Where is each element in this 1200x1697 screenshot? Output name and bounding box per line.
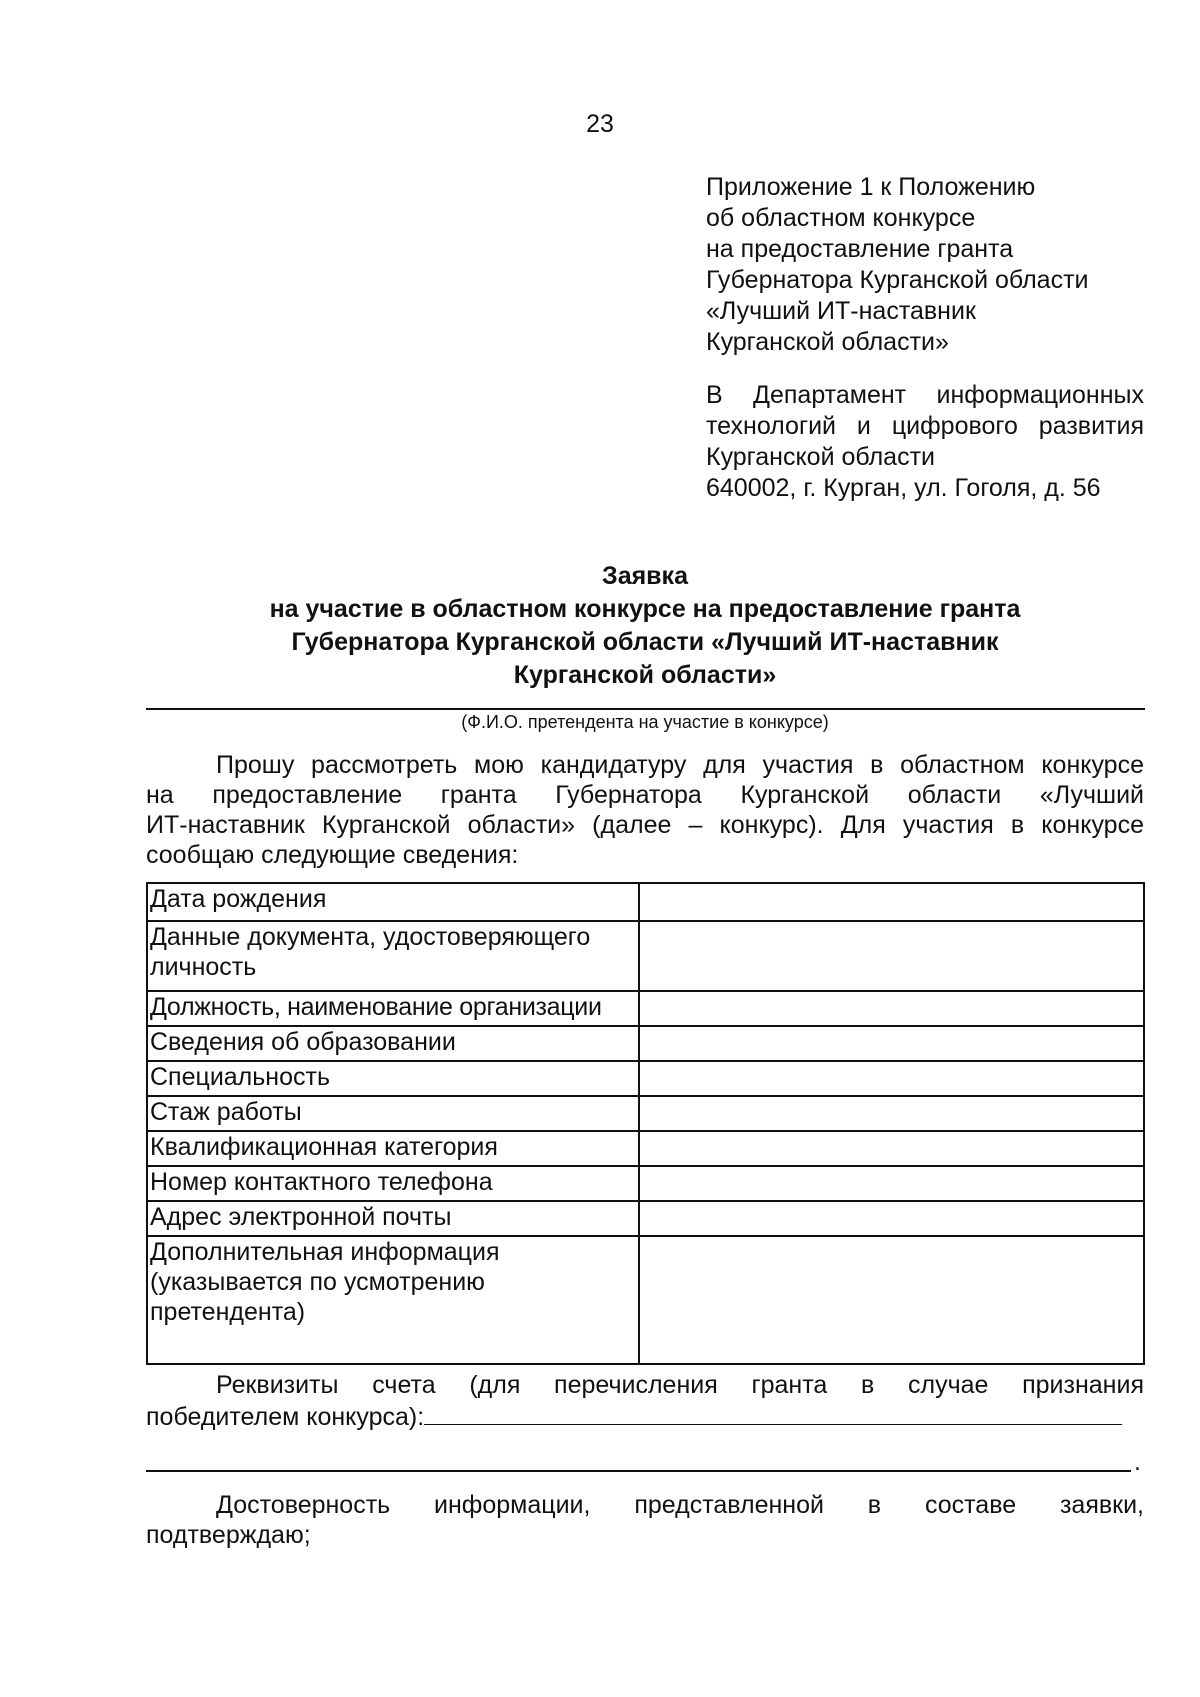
applicant-info-table [146, 882, 1145, 1365]
addressee-line: 640002, г. Курган, ул. Гоголя, д. 56 [706, 474, 1101, 502]
addressee-block [706, 380, 1144, 504]
label-line: Дата рождения [150, 885, 327, 913]
label-line: Номер контактного телефона [150, 1168, 493, 1196]
table-row [147, 1166, 1144, 1201]
label-line: Дополнительная информация [150, 1238, 500, 1266]
row-label [147, 991, 639, 1026]
paragraph-line: Прошу рассмотреть мою кандидатуру для участия в областном конкурсе [216, 751, 1144, 779]
paragraph-line: на предоставление гранта Губернатора Курганской области «Лучший [146, 781, 1144, 809]
row-label [147, 1166, 639, 1201]
row-value-cell[interactable] [639, 1131, 1144, 1166]
row-label [147, 921, 639, 991]
page-number: 23 [586, 110, 614, 138]
table-row [147, 1131, 1144, 1166]
appendix-line: Губернатора Курганской области [706, 266, 1089, 294]
label-line: Квалификационная категория [150, 1133, 498, 1161]
title-line: Курганской области» [513, 661, 777, 689]
appendix-line: Курганской области» [706, 328, 949, 356]
row-label [147, 1061, 639, 1096]
row-value-cell[interactable] [639, 1096, 1144, 1131]
title-line: Губернатора Курганской области «Лучший ИТ-наставник [291, 628, 999, 656]
row-label [147, 1201, 639, 1236]
label-line: Адрес электронной почты [150, 1203, 452, 1231]
row-label [147, 1026, 639, 1061]
appendix-line: Приложение 1 к Положению [706, 173, 1036, 201]
paragraph-line: сообщаю следующие сведения: [146, 841, 519, 869]
table-row [147, 883, 1144, 921]
row-value-cell[interactable] [639, 883, 1144, 921]
confirm-line: Достоверность информации, представленной в составе заявки, [216, 1491, 1144, 1519]
row-label [147, 1236, 639, 1364]
label-line: Специальность [150, 1063, 330, 1091]
label-line: (указывается по усмотрению [150, 1268, 485, 1296]
appendix-reference [706, 172, 1144, 358]
table-row [147, 1236, 1144, 1364]
account-details [146, 1370, 1144, 1432]
title-line: Заявка [602, 562, 688, 590]
document-title [150, 560, 1140, 692]
request-paragraph [146, 750, 1144, 870]
account-field-line[interactable] [424, 1400, 1122, 1425]
label-line: Данные документа, удостоверяющего [150, 923, 591, 951]
label-line: претендента) [150, 1298, 306, 1326]
account-line: Реквизиты счета (для перечисления гранта в случае признания [216, 1371, 1144, 1399]
table-row [147, 1201, 1144, 1236]
end-period: . [1134, 1448, 1141, 1476]
row-label [147, 1096, 639, 1131]
label-line: Должность, наименование организации [150, 993, 602, 1021]
account-line-2 [146, 1400, 1144, 1432]
addressee-line: технологий и цифрового развития [706, 412, 1144, 440]
addressee-line: В Департамент информационных [706, 381, 1144, 409]
fio-field-line[interactable] [146, 708, 1145, 710]
row-value-cell[interactable] [639, 991, 1144, 1026]
appendix-line: на предоставление гранта [706, 235, 1014, 263]
table-row [147, 1096, 1144, 1131]
label-line: Стаж работы [150, 1098, 302, 1126]
account-field-line-2[interactable] [146, 1470, 1131, 1472]
row-value-cell[interactable] [639, 1166, 1144, 1201]
label-line: личность [150, 953, 257, 981]
row-value-cell[interactable] [639, 1201, 1144, 1236]
table-row [147, 991, 1144, 1026]
table-row [147, 1026, 1144, 1061]
paragraph-line: ИТ-наставник Курганской области» (далее – конкурс). Для участия в конкурсе [146, 811, 1144, 839]
confirmation [146, 1490, 1144, 1550]
fio-caption: (Ф.И.О. претендента на участие в конкурсе) [461, 712, 829, 732]
row-value-cell[interactable] [639, 1236, 1144, 1364]
account-label: победителем конкурса): [146, 1403, 425, 1431]
addressee-line: Курганской области [706, 443, 936, 471]
row-value-cell[interactable] [639, 921, 1144, 991]
appendix-line: об областном конкурсе [706, 204, 976, 232]
row-label [147, 883, 639, 921]
title-line: на участие в областном конкурсе на предоставление гранта [269, 595, 1021, 623]
table-row [147, 1061, 1144, 1096]
label-line: Сведения об образовании [150, 1028, 456, 1056]
appendix-line: «Лучший ИТ-наставник [706, 297, 976, 325]
row-label [147, 1131, 639, 1166]
confirm-line: подтверждаю; [146, 1521, 311, 1549]
row-value-cell[interactable] [639, 1026, 1144, 1061]
table-row [147, 921, 1144, 991]
row-value-cell[interactable] [639, 1061, 1144, 1096]
